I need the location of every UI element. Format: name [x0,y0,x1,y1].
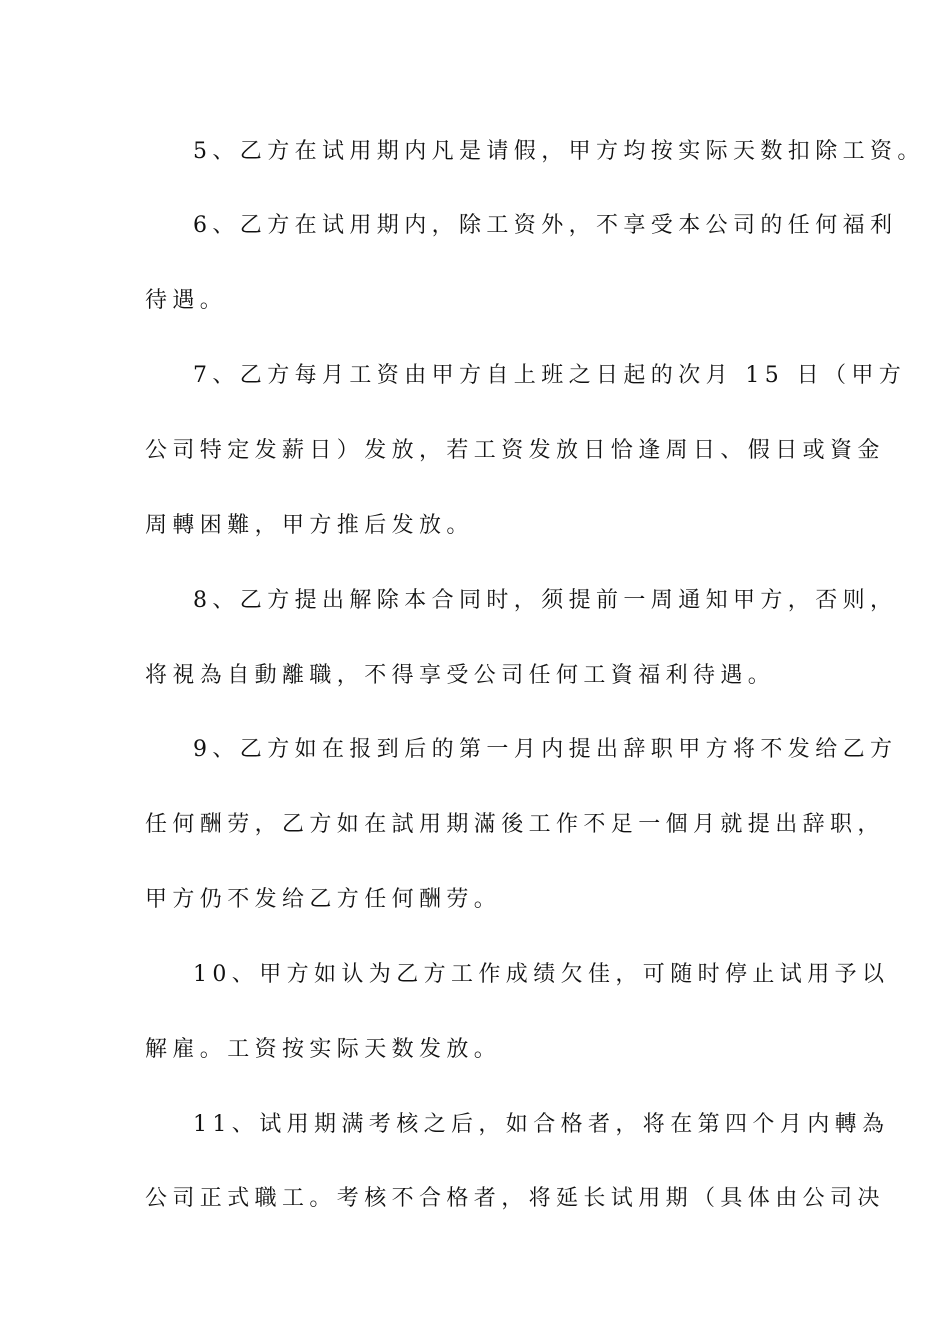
clause-10-line-1: 10、甲方如认为乙方工作成绩欠佳，可随时停止试用予以 [193,962,890,987]
clause-9-line-3: 甲方仍不发给乙方任何酬劳。 [145,887,502,912]
clause-5-line-1: 5、乙方在试用期内凡是请假，甲方均按实际天数扣除工资。 [193,139,925,164]
clause-7-line-2: 公司特定发薪日）发放，若工资发放日恰逢周日、假日或資金 [145,438,885,463]
clause-8-line-1: 8、乙方提出解除本合同时，须提前一周通知甲方，否则， [193,588,898,613]
clause-8-line-2: 将視為自動離職，不得享受公司任何工資福利待遇。 [145,663,776,688]
clause-7-line-3: 周轉困難，甲方推后发放。 [145,513,474,538]
clause-6-line-1: 6、乙方在试用期内，除工资外，不享受本公司的任何福利 [193,213,898,238]
clause-10-line-2: 解雇。工资按实际天数发放。 [145,1037,502,1062]
clause-9-line-1: 9、乙方如在报到后的第一月内提出辞职甲方将不发给乙方 [193,737,898,762]
clause-7-line-1: 7、乙方每月工资由甲方自上班之日起的次月 15 日（甲方 [193,363,907,388]
clause-6-line-2: 待遇。 [145,288,228,313]
clause-9-line-2: 任何酬劳，乙方如在試用期滿後工作不足一個月就提出辞职， [145,812,885,837]
clause-11-line-2: 公司正式職工。考核不合格者，将延长试用期（具体由公司决 [145,1186,885,1211]
clause-11-line-1: 11、试用期满考核之后，如合格者，将在第四个月内轉為 [193,1112,890,1137]
